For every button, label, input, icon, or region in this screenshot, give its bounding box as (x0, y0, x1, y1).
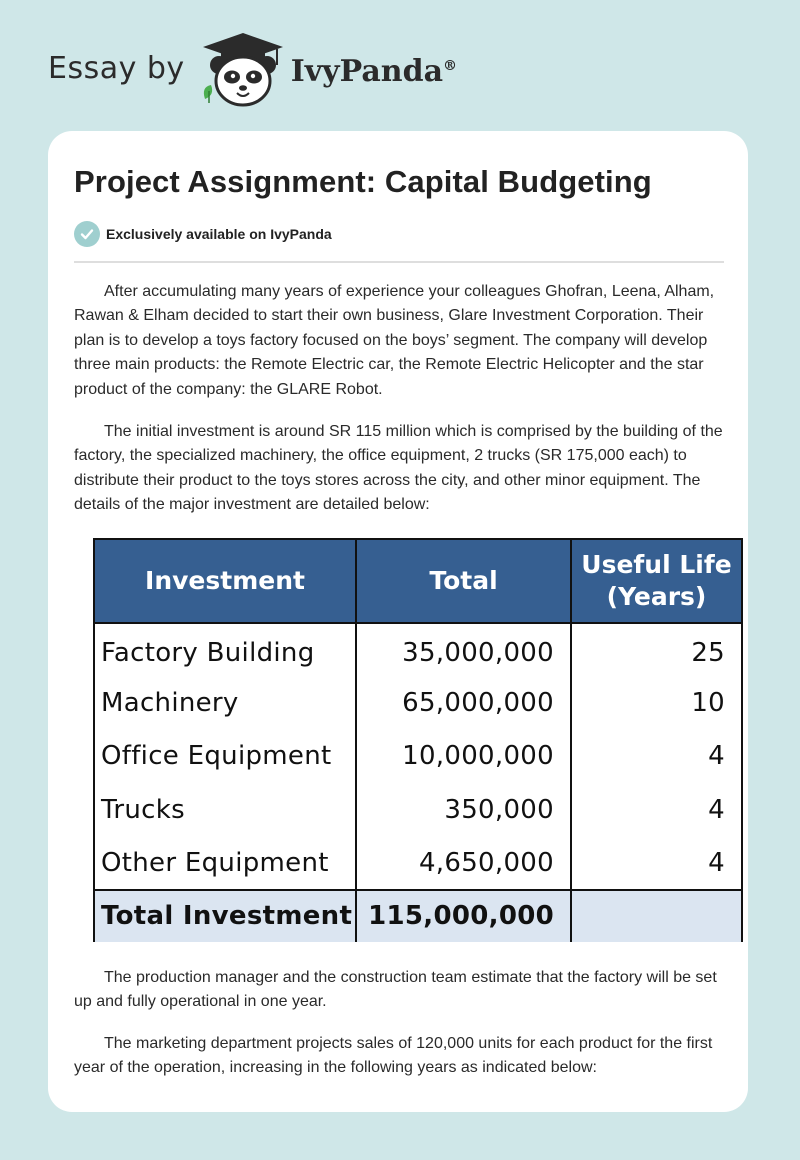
cell-total-label: Total Investment (94, 890, 356, 942)
cell-total: 65,000,000 (356, 676, 571, 729)
paragraph-intro: After accumulating many years of experience your colleagues Ghofran, Leena, Alham, Rawan & Elham decided to start their own business, Glare Investment Corporation. Their plan is to develop a toys factory focused on the boys’ segment. The company will develop three main products: the Remote Electric car, the Remote Electric Helicopter and the star product of the company: the GLARE Robot. (74, 283, 715, 398)
page-title: Project Assignment: Capital Budgeting (74, 164, 652, 199)
cell-total-value: 115,000,000 (356, 890, 571, 942)
table-row (94, 783, 742, 836)
exclusive-badge (74, 221, 332, 247)
cell-total-life (571, 890, 742, 942)
cell-life: 4 (571, 783, 742, 836)
cell-total: 4,650,000 (356, 837, 571, 890)
cell-life: 25 (571, 623, 742, 676)
cell-investment: Trucks (94, 783, 356, 836)
cell-life: 4 (571, 837, 742, 890)
header-investment: Investment (94, 539, 356, 623)
badge-label: Exclusively available on IvyPanda (106, 226, 332, 242)
paragraph-production: The production manager and the construction team estimate that the factory will be set up and fully operational in one year. (74, 969, 717, 1011)
panda-logo-icon (199, 29, 287, 109)
table-row (94, 623, 742, 676)
table-row (94, 676, 742, 729)
brand-name: IvyPanda® (290, 53, 458, 89)
cell-investment: Factory Building (94, 623, 356, 676)
divider (74, 261, 724, 263)
cell-life: 4 (571, 730, 742, 783)
cell-total: 350,000 (356, 783, 571, 836)
paragraph-marketing: The marketing department projects sales of 120,000 units for each product for the first year of the operation, increasing in the following years as indicated below: (74, 1035, 713, 1077)
brand-header (48, 36, 457, 108)
cell-investment: Office Equipment (94, 730, 356, 783)
table-row (94, 837, 742, 890)
cell-investment: Other Equipment (94, 837, 356, 890)
check-icon (74, 221, 100, 247)
brand-prefix: Essay by (48, 50, 185, 86)
table-row (94, 730, 742, 783)
paragraph-investment: The initial investment is around SR 115 million which is comprised by the building of the factory, the specialized machinery, the office equipment, 2 trucks (SR 175,000 each) to distribute their product to the toys stores across the city, and other minor equipment. The details of the major investment are detailed below: (74, 423, 723, 514)
header-useful-life: Useful Life (Years) (571, 539, 742, 623)
cell-total: 10,000,000 (356, 730, 571, 783)
cell-total: 35,000,000 (356, 623, 571, 676)
table-header-row (94, 539, 742, 623)
table-total-row (94, 890, 742, 942)
header-total: Total (356, 539, 571, 623)
cell-investment: Machinery (94, 676, 356, 729)
investment-table (93, 538, 743, 942)
cell-life: 10 (571, 676, 742, 729)
